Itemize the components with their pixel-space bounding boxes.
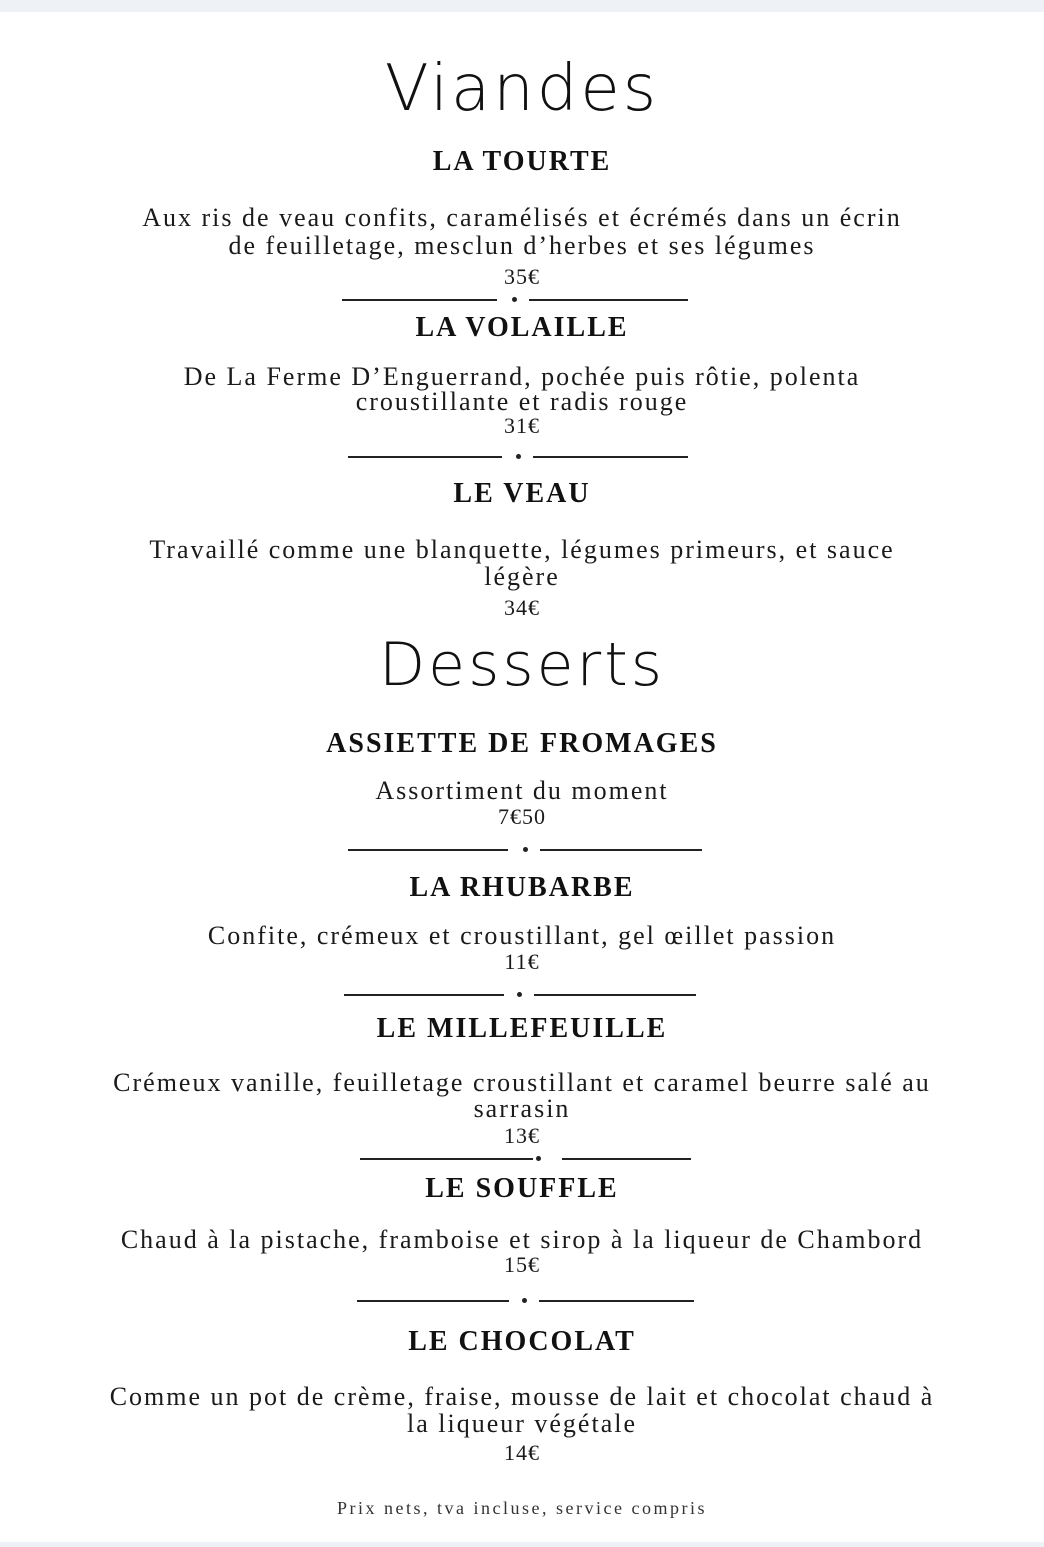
dish-description-millefeuille-line2: sarrasin xyxy=(473,1094,571,1123)
dish-description-volaille-line2: croustillante et radis rouge xyxy=(355,387,689,416)
dish-description-veau-line1: Travaillé comme une blanquette, légumes primeurs, et sauce xyxy=(149,535,895,564)
price-note-footer: Prix nets, tva incluse, service compris xyxy=(337,1498,707,1518)
menu-page xyxy=(0,12,1044,1542)
dish-price-volaille: 31€ xyxy=(504,413,540,438)
dish-description-rhubarbe: Confite, crémeux et croustillant, gel œillet passion xyxy=(207,921,837,950)
divider xyxy=(357,1296,694,1306)
dish-price-rhubarbe: 11€ xyxy=(504,949,540,974)
dish-name-tourte: LA TOURTE xyxy=(432,146,612,177)
dish-description-millefeuille-line1: Crémeux vanille, feuilletage croustillant et caramel beurre salé au xyxy=(113,1068,931,1097)
divider xyxy=(348,452,688,462)
dish-name-souffle: LE SOUFFLE xyxy=(425,1173,619,1204)
dish-description-souffle: Chaud à la pistache, framboise et sirop à la liqueur de Chambord xyxy=(120,1225,924,1254)
dish-name-fromages: ASSIETTE DE FROMAGES xyxy=(326,728,718,759)
dish-description-chocolat-line1: Comme un pot de crème, fraise, mousse de lait et chocolat chaud à xyxy=(109,1382,935,1411)
dish-price-tourte: 35€ xyxy=(504,264,540,289)
divider xyxy=(360,1154,691,1164)
dish-description-veau-line2: légère xyxy=(484,562,560,591)
divider xyxy=(344,990,696,1000)
divider xyxy=(348,845,702,855)
dish-name-volaille: LA VOLAILLE xyxy=(415,312,629,343)
dish-name-chocolat: LE CHOCOLAT xyxy=(408,1326,636,1357)
dish-description-chocolat-line2: la liqueur végétale xyxy=(406,1409,638,1438)
divider xyxy=(342,295,688,305)
dish-price-chocolat: 14€ xyxy=(504,1440,540,1465)
dish-price-fromages: 7€50 xyxy=(498,804,546,829)
dish-description-volaille-line1: De La Ferme D’Enguerrand, pochée puis rôtie, polenta xyxy=(183,362,861,391)
dish-name-rhubarbe: LA RHUBARBE xyxy=(409,872,635,903)
dish-price-veau: 34€ xyxy=(504,595,540,620)
dish-price-souffle: 15€ xyxy=(504,1252,540,1277)
dish-price-millefeuille: 13€ xyxy=(504,1123,540,1148)
section-title-desserts: Desserts xyxy=(378,630,665,700)
dish-name-veau: LE VEAU xyxy=(453,478,591,509)
dish-name-millefeuille: LE MILLEFEUILLE xyxy=(376,1013,668,1044)
dish-description-fromages: Assortiment du moment xyxy=(375,776,669,805)
section-title-viandes: Viandes xyxy=(384,52,660,126)
dish-description-tourte-line1: Aux ris de veau confits, caramélisés et écrémés dans un écrin xyxy=(142,203,902,232)
dish-description-tourte-line2: de feuilletage, mesclun d’herbes et ses légumes xyxy=(228,231,816,260)
